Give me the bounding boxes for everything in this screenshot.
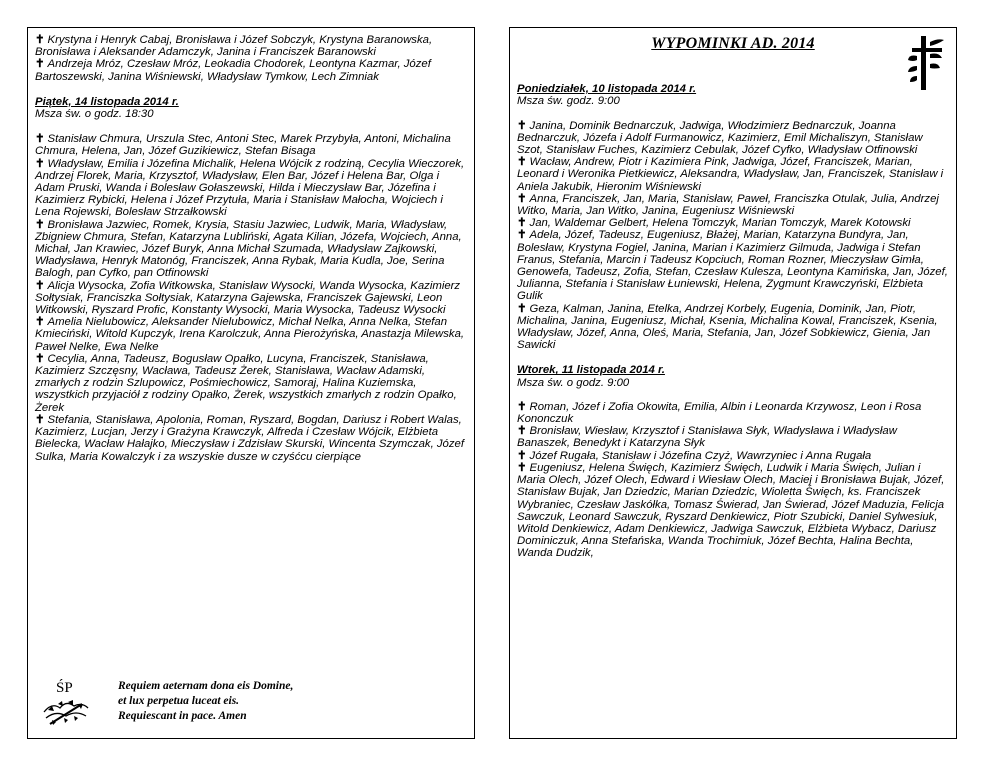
- monday-entry: [517, 229, 949, 302]
- sp-letters: ŚP: [56, 680, 73, 696]
- entry-text: Andrzeja Mróz, Czesław Mróz, Leokadia Chodorek, Leontyna Kazmar, Józef Bartoszewski, Janina Wiśniewski, Władysław Tymkow, Lech Zimniak: [35, 58, 431, 83]
- tuesday-entry: [517, 425, 949, 449]
- entry-text: Geza, Kalman, Janina, Etelka, Andrzej Korbely, Eugenia, Dominik, Jan, Piotr, Michalina, Janina, Eugeniusz, Michał, Ksenia, Michalina Kowal, Franciszek, Ksenia, Władysław, Józef, Anna, Oleś, Maria, Stefania, Jan, Józef Sobkiewicz, Gienia, Jan Sawicki: [517, 302, 938, 352]
- cross-icon: ✝: [517, 119, 527, 132]
- left-page: [27, 27, 475, 739]
- cross-icon: ✝: [35, 413, 45, 426]
- entry-text: Adela, Józef, Tadeusz, Eugeniusz, Błażej, Marian, Katarzyna Bundyra, Jan, Bolesław, Krystyna Fogiel, Janina, Marian i Kazimierz Gilmuda, Jadwiga i Stefan Franus, Stefania, Marcin i Tadeusz Kopciuch, Roman Rozner, Mieczysław Gimła, Genowefa, Tadeusz, Zofia, Stefan, Czesław Kulesza, Leontyna Kamińska, Jan, Józef, Julianna, Stefania i Stanisław Łuniewski, Helena, Zygmunt Krawczyński, Elżbieta Gulik: [517, 229, 948, 303]
- entry-text: Krystyna i Henryk Cabaj, Bronisława i Józef Sobczyk, Krystyna Baranowska, Bronisława i Aleksander Adamczyk, Janina i Franciszek Baranowski: [35, 34, 433, 59]
- entry-text: Roman, Józef i Zofia Okowita, Emilia, Albin i Leonarda Krzywosz, Leon i Rosa Kononczuk: [517, 400, 922, 426]
- monday-entry: [517, 303, 949, 352]
- cross-icon: ✝: [517, 461, 527, 474]
- entry-text: Amelia Nielubowicz, Aleksander Nielubowicz, Michał Nelka, Anna Nelka, Stefan Kmieciński, Witold Kupczyk, Irena Karolczuk, Anna Pierożyńska, Anastazja Milewska, Paweł Nelke, Ewa Nelke: [35, 316, 465, 353]
- entry-text: Cecylia, Anna, Tadeusz, Bogusław Opałko, Lucyna, Franciszek, Stanisława, Kazimierz Szczęsny, Wacława, Tadeusz Żerek, Stanisława, Wacław Adamski, zmarłych z rodzin Szlupowicz, Pośmiechowicz, Samoraj, Halina Kuziemska, wszystkich przyjaciół z rodziny Opałko, Żerek, wszystkich zmarłych z rodzin Opałko, Żerek: [35, 352, 457, 414]
- tuesday-entry: [517, 462, 949, 560]
- friday-entry: [35, 353, 467, 414]
- cross-icon: ✝: [35, 316, 45, 329]
- friday-heading: Piątek, 14 listopada 2014 r.: [35, 95, 179, 108]
- cross-icon: ✝: [517, 192, 527, 205]
- cross-icon: ✝: [517, 156, 527, 169]
- monday-entry: [517, 120, 949, 157]
- friday-entry: [35, 280, 467, 317]
- cross-icon: ✝: [35, 352, 45, 365]
- tuesday-entry: [517, 401, 949, 425]
- entry-text: Władysław, Emilia i Józefina Michalik, Helena Wójcik z rodziną, Cecylia Wieczorek, Andrzej Florek, Maria, Krzysztof, Władysław, Elen Bar, Józef i Helena Bar, Olga i Adam Pruski, Wanda i Bolesław Gołaszewski, Hilda i Mieczysław Bar, Józefina i Kazimierz Rybicki, Helena i Józef Przytuła, Maria i Stanisław Małocha, Wojciech i Lena Rojewski, Bolesław Strzałkowski: [35, 157, 465, 219]
- monday-mass-time: Msza św. godz. 9:00: [517, 95, 620, 108]
- cross-icon: ✝: [517, 229, 527, 242]
- entry-text: Józef Rugała, Stanisław i Józefina Czyż, Wawrzyniec i Anna Rugała: [529, 449, 872, 462]
- entry-text: Bronisława Jazwiec, Romek, Krysia, Stasiu Jazwiec, Ludwik, Maria, Władysław, Zbigniew Chmura, Stefan, Katarzyna Lubliński, Agata Kilian, Józefa, Wojciech, Anna, Michał, Jan Krawiec, Józef Buryk, Anna Michał Szumada, Władysław Zajkowski, Władysława, Henryk Matonóg, Franciszek, Anna Rybak, Maria Kudla, Joe, Serina Balogh, pan Cyfko, pan Otfinowski: [35, 218, 462, 280]
- entry-text: Alicja Wysocka, Zofia Witkowska, Stanisław Wysocki, Wanda Wysocka, Kazimierz Sołtysiak, Franciszka Sołtysiak, Katarzyna Gajewska, Franciszek Gajewski, Leon Witkowski, Ryszard Profic, Konstanty Wysocki, Maria Wysocka, Tadeusz Wysocki: [35, 279, 461, 317]
- monday-heading: Poniedziałek, 10 listopada 2014 r.: [517, 83, 697, 96]
- cross-with-grain-icon: [906, 34, 946, 92]
- cross-icon: ✝: [517, 449, 527, 462]
- requiem-line: Requiem aeternam dona eis Domine,: [118, 680, 294, 692]
- tuesday-entry: [517, 450, 949, 462]
- friday-entry: [35, 414, 467, 463]
- monday-entry: [517, 156, 949, 193]
- requiem-line: et lux perpetua luceat eis.: [118, 695, 240, 707]
- cross-icon: ✝: [35, 133, 45, 146]
- requiem-prayer: [118, 679, 293, 724]
- page-title: WYPOMINKI AD. 2014: [651, 35, 815, 52]
- monday-entry: [517, 193, 949, 217]
- cross-icon: ✝: [35, 157, 45, 170]
- cross-icon: ✝: [35, 34, 45, 46]
- entry-text: Stanisław Chmura, Urszula Stec, Antoni Stec, Marek Przybyła, Antoni, Michalina Chmura, Helena, Jan, Józef Guzikiewicz, Stefan Bisaga: [35, 133, 451, 158]
- cross-icon: ✝: [35, 58, 45, 71]
- cross-icon: ✝: [35, 279, 45, 292]
- entry-text: Stefania, Stanisława, Apolonia, Roman, Ryszard, Bogdan, Dariusz i Robert Walas, Kazimierz, Lucjan, Jerzy i Grażyna Krawczyk, Alfreda i Czesław Wójcik, Elżbieta Bielecka, Wacław Hałajko, Mieczysław i Zdzisław Skurski, Wincenta Szymczak, Józef Sulka, Maria Kowalczyk i za wszyskie dusze w czyśćcu cierpiące: [35, 413, 464, 463]
- entry-text: Wacław, Andrew, Piotr i Kazimiera Pink, Jadwiga, Józef, Franciszek, Marian, Leonard i Weronika Pietkiewicz, Aleksandra, Władysław, Jan, Franciszek, Stanisław i Aniela Jakubik, Hieronim Wiśniewski: [517, 156, 944, 193]
- friday-entry: [35, 219, 467, 280]
- requiem-block: [38, 674, 458, 730]
- cross-icon: ✝: [35, 218, 45, 231]
- entry-text: Janina, Dominik Bednarczuk, Jadwiga, Włodzimierz Bednarczuk, Joanna Bednarczuk, Józefa i Adolf Furmanowicz, Kazimierz, Emil Michaliszyn, Stanisław Szot, Stanisław Fuches, Kazimierz Cebulak, Józef Cyfko, Władysław Otfinowski: [517, 119, 923, 157]
- entry-text: Bronisław, Wiesław, Krzysztof i Stanisława Słyk, Władysława i Władysław Banaszek, Benedykt i Katarzyna Słyk: [517, 425, 897, 450]
- right-page: [509, 27, 957, 739]
- friday-entry: [35, 316, 467, 353]
- entry-text: Anna, Franciszek, Jan, Maria, Stanisław, Paweł, Franciszka Otulak, Julia, Andrzej Witko, Maria, Jan Witko, Janina, Eugeniusz Wiśniewski: [517, 192, 939, 218]
- cross-icon: ✝: [517, 425, 527, 438]
- cross-icon: ✝: [517, 302, 527, 315]
- friday-mass-time: Msza św. o godz. 18:30: [35, 108, 154, 121]
- tuesday-mass-time: Msza św. o godz. 9:00: [517, 376, 630, 389]
- sp-emblem-icon: [38, 674, 96, 730]
- entry-text: Jan, Waldemar Gelbert, Helena Tomczyk, Marian Tomczyk, Marek Kotowski: [529, 217, 911, 230]
- requiem-line: Requiescant in pace. Amen: [118, 710, 247, 722]
- intro-entry: [35, 58, 467, 82]
- cross-icon: ✝: [517, 400, 527, 413]
- entry-text: Eugeniusz, Helena Święch, Kazimierz Święch, Ludwik i Maria Święch, Julian i Maria Olech, Józef Olech, Edward i Wiesław Olech, Maciej i Bronisława Bujak, Józef, Stanisław Bujak, Jan Dziedzic, Marian Dziedzic, Wioletta Święch, ks. Franciszek Wybraniec, Czesław Jaskółka, Tomasz Świerad, Jan Świerad, Józef Maduzia, Felicja Sawczuk, Leonard Sawczuk, Ryszard Denkiewicz, Piotr Szubicki, Daniel Sylwesiuk, Witold Denkiewicz, Adam Denkiewicz, Jadwiga Sawczuk, Elżbieta Wybacz, Dariusz Dominiczuk, Anna Stefańska, Wanda Trochimiuk, Józef Bechta, Halina Bechta, Wanda Dudzik,: [517, 461, 945, 560]
- monday-entry: [517, 217, 949, 229]
- tuesday-heading: Wtorek, 11 listopada 2014 r.: [517, 364, 665, 377]
- cross-icon: ✝: [517, 217, 527, 230]
- intro-entry: [35, 34, 467, 58]
- friday-entry: [35, 158, 467, 219]
- friday-entry: [35, 133, 467, 157]
